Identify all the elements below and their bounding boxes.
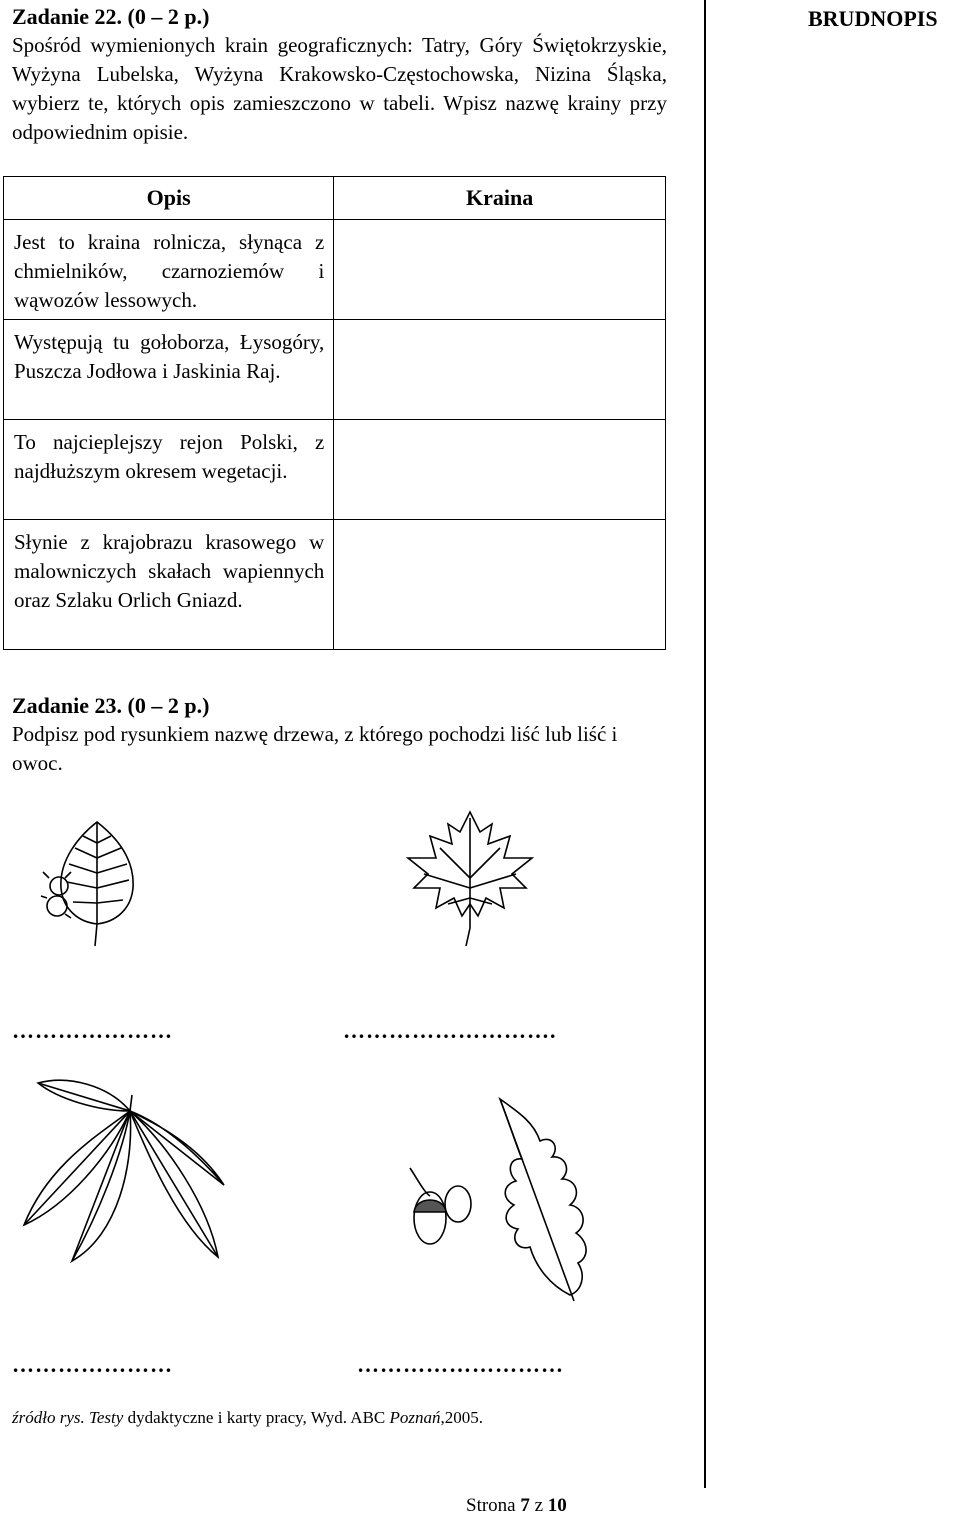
table-row	[4, 420, 666, 520]
acorns-icon	[400, 1160, 480, 1255]
footer-total: 10	[547, 1495, 567, 1516]
hazel-leaf-icon	[35, 818, 145, 953]
image-source	[12, 1408, 483, 1428]
task-23-instruction: Podpisz pod rysunkiem nazwę drzewa, z którego pochodzi liść lub liść i owoc.	[12, 722, 618, 775]
draft-separator-line	[704, 0, 706, 1488]
footer-sep: z	[529, 1495, 548, 1516]
source-city: Poznań	[389, 1408, 441, 1427]
table-header-row	[4, 177, 666, 220]
source-year: ,2005.	[440, 1408, 484, 1427]
footer-page: 7	[520, 1495, 530, 1516]
oak-leaf-icon	[490, 1095, 605, 1310]
answer-line-4[interactable]: ………………………	[357, 1352, 564, 1377]
answer-cell[interactable]	[334, 520, 666, 650]
description-cell: Jest to kraina rolnicza, słynąca z chmielników, czarnoziemów i wąwozów lessowych.	[4, 220, 334, 320]
task-22-instruction: Spośród wymienionych krain geograficznych: Tatry, Góry Świętokrzyskie, Wyżyna Lubelska, Wyżyna Krakowsko-Częstochowska, Nizina Śląska, wybierz te, których opis zamieszczono w tabeli. Wpisz nazwę krainy przy odpowiednim opisie.	[12, 33, 667, 144]
draft-area-label: BRUDNOPIS	[808, 6, 938, 31]
regions-table	[3, 176, 666, 650]
description-cell: Słynie z krajobrazu krasowego w malowniczych skałach wapiennych oraz Szlaku Orlich Gniazd.	[4, 520, 334, 650]
footer-label: Strona	[466, 1495, 521, 1516]
table-row	[4, 520, 666, 650]
table-row	[4, 320, 666, 420]
table-row	[4, 220, 666, 320]
answer-line-1[interactable]: …………………	[12, 1018, 173, 1043]
source-title: Testy	[88, 1408, 124, 1427]
header-description: Opis	[4, 177, 334, 220]
header-region: Kraina	[334, 177, 666, 220]
answer-line-2[interactable]: ……………………….	[343, 1018, 557, 1043]
page-footer	[466, 1495, 567, 1517]
description-cell: Występują tu gołoborza, Łysogóry, Puszcza Jodłowa i Jaskinia Raj.	[4, 320, 334, 420]
horse-chestnut-leaf-icon	[18, 1075, 233, 1280]
description-cell: To najcieplejszy rejon Polski, z najdłuższym okresem wegetacji.	[4, 420, 334, 520]
answer-cell[interactable]	[334, 420, 666, 520]
answer-cell[interactable]	[334, 220, 666, 320]
source-rest: dydaktyczne i karty pracy, Wyd. ABC	[123, 1408, 390, 1427]
answer-cell[interactable]	[334, 320, 666, 420]
maple-leaf-icon	[400, 808, 540, 948]
answer-line-3[interactable]: …………………	[12, 1352, 173, 1377]
task-22-title: Zadanie 22. (0 – 2 p.)	[12, 4, 210, 29]
task-23-title: Zadanie 23. (0 – 2 p.)	[12, 693, 210, 718]
source-prefix: źródło rys.	[12, 1408, 85, 1427]
